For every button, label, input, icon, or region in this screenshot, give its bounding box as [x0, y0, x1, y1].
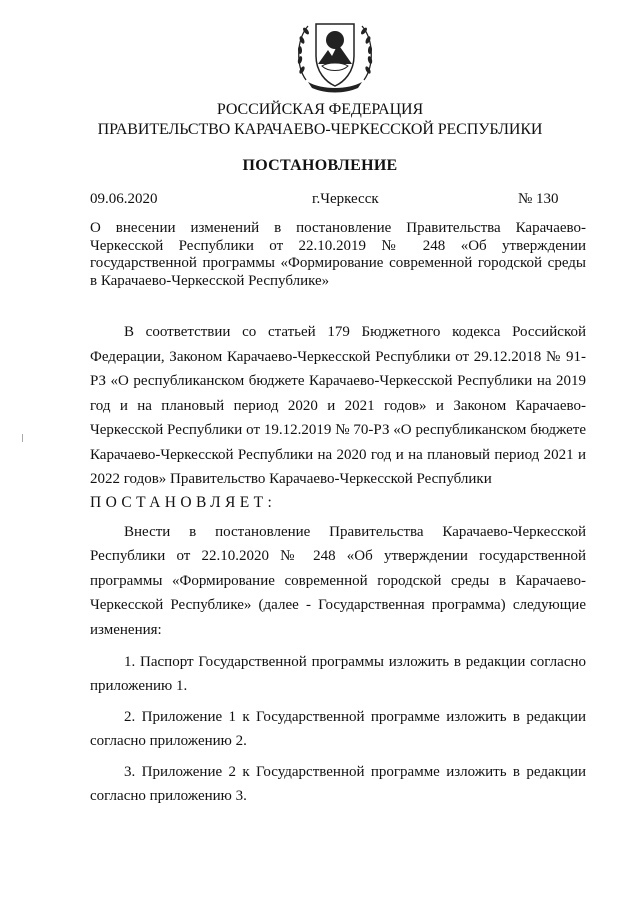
document-date: 09.06.2020 — [90, 191, 158, 207]
preamble-paragraph: В соответствии со статьей 179 Бюджетного кодекса Российской Федерации, Законом Карачаево-Черкесской Республики от 29.12.2018 № 91-РЗ «О республиканском бюджете Карачаево-Черкесской Республики на 2019 год и на плановый период 2020 и 2021 годов» и Законом Карачаево-Черкесской Республики от 19.12.2019 № 70-РЗ «О республиканском бюджете Карачаево-Черкесской Республики на 2020 год и на плановый период 2021 и 2022 годов» Правительство Карачаево-Черкесской Республики — [90, 324, 586, 487]
list-item: 2. Приложение 1 к Государственной программе изложить в редакции согласно приложению 2. — [90, 709, 586, 749]
country-name: РОССИЙСКАЯ ФЕДЕРАЦИЯ — [216, 101, 424, 118]
scan-margin-mark — [22, 434, 23, 442]
document-type: ПОСТАНОВЛЕНИЕ — [242, 157, 398, 174]
document-city: г.Черкесск — [312, 191, 379, 207]
karachay-cherkessia-coat-of-arms-icon — [292, 10, 378, 94]
intro-paragraph: Внести в постановление Правительства Карачаево-Черкесской Республики от 22.10.2020 № 248 «Об утверждении государственной программы «Формирование современной городской среды в Карачаево-Черкесской Республике» (далее - Государственная программа) следующие изменения: — [90, 523, 586, 638]
list-item: 1. Паспорт Государственной программы изложить в редакции согласно приложению 1. — [90, 654, 586, 694]
list-item: 3. Приложение 2 к Государственной программе изложить в редакции согласно приложению 3. — [90, 764, 586, 804]
document-number: № 130 — [518, 191, 559, 207]
document-body — [90, 320, 586, 808]
government-name: ПРАВИТЕЛЬСТВО КАРАЧАЕВО-ЧЕРКЕССКОЙ РЕСПУБЛИКИ — [97, 121, 543, 138]
document-title: О внесении изменений в постановление Правительства Карачаево-Черкесской Республики от 22.10.2019 № 248 «Об утверждении государственной программы «Формирование современной городской среды в Карачаево-Черкесской Республике» — [90, 220, 586, 289]
decree-word: ПОСТАНОВЛЯЕТ: — [90, 493, 277, 511]
